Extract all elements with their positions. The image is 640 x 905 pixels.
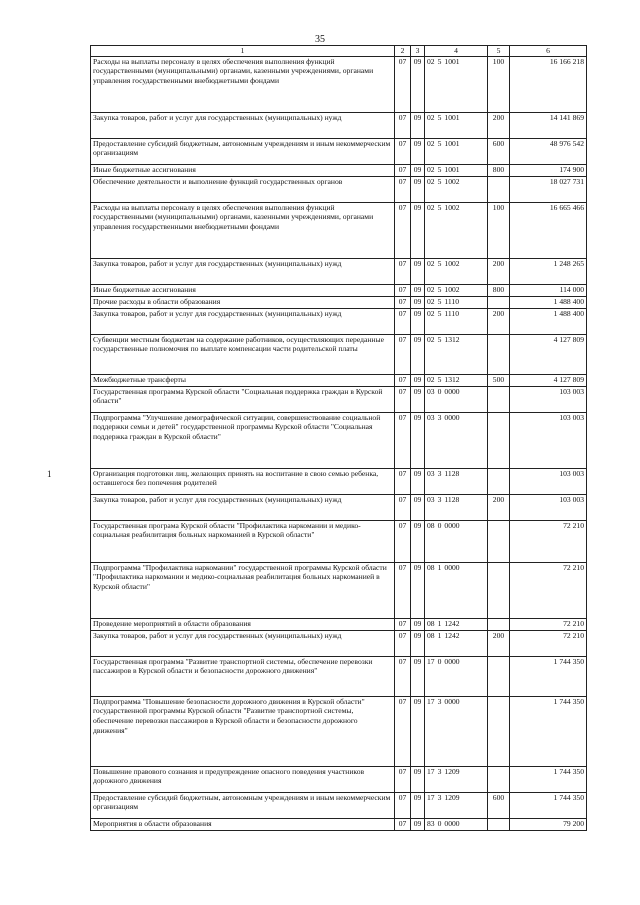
target-subprogram: 5 — [437, 56, 442, 66]
row-name: Иные бюджетные ассигнования — [91, 284, 395, 296]
row-subsection: 09 — [411, 792, 425, 818]
row-amount: 1 744 350 — [510, 766, 587, 792]
row-target-article — [425, 202, 488, 258]
row-expense-type: 200 — [488, 630, 510, 656]
row-expense-type: 600 — [488, 792, 510, 818]
target-article-parts — [427, 697, 485, 707]
row-name: Субвенции местным бюджетам на содержание работников, осуществляющих переданные государственные полномочия по выплате компенсации части родительской платы — [91, 334, 395, 374]
row-section: 07 — [395, 412, 411, 468]
target-direction: 0000 — [444, 562, 460, 572]
target-program: 17 — [427, 792, 435, 802]
row-subsection: 09 — [411, 520, 425, 562]
row-expense-type — [488, 468, 510, 494]
row-expense-type — [488, 386, 510, 412]
target-program: 03 — [427, 386, 435, 396]
row-section: 07 — [395, 296, 411, 308]
table-row — [91, 818, 587, 830]
row-expense-type: 200 — [488, 494, 510, 520]
target-direction: 1209 — [444, 766, 460, 776]
row-section: 07 — [395, 374, 411, 386]
table-row — [91, 562, 587, 618]
row-name: Закупка товаров, работ и услуг для государственных (муниципальных) нужд — [91, 258, 395, 284]
row-target-article — [425, 296, 488, 308]
table-row — [91, 296, 587, 308]
target-direction: 1242 — [444, 618, 460, 628]
target-direction: 1312 — [444, 374, 460, 384]
target-subprogram: 3 — [437, 468, 442, 478]
target-subprogram: 1 — [437, 562, 442, 572]
table-row — [91, 374, 587, 386]
target-article-parts — [427, 657, 485, 667]
row-amount: 1 488 400 — [510, 296, 587, 308]
target-subprogram: 0 — [437, 818, 442, 828]
target-direction: 1001 — [444, 138, 460, 148]
target-program: 02 — [427, 334, 435, 344]
row-subsection: 09 — [411, 56, 425, 112]
row-target-article — [425, 374, 488, 386]
target-direction: 1209 — [444, 792, 460, 802]
table-row — [91, 284, 587, 296]
row-amount: 14 141 869 — [510, 112, 587, 138]
row-amount: 1 744 350 — [510, 656, 587, 696]
table-row — [91, 792, 587, 818]
row-target-article — [425, 656, 488, 696]
row-subsection: 09 — [411, 656, 425, 696]
target-subprogram: 3 — [437, 696, 442, 706]
row-section: 07 — [395, 766, 411, 792]
target-direction: 1110 — [444, 308, 460, 318]
row-target-article — [425, 386, 488, 412]
row-name: Подпрограмма "Улучшение демографической ситуации, совершенствование социальной поддержки семьи и детей" государственной программы Курской области "Социальная поддержка граждан в Курской области" — [91, 412, 395, 468]
row-name: Подпрограмма "Профилактика наркомании" государственной программы Курской области "Профилактика наркомании и медико-социальная реабилитация больных наркоманией в Курской области" — [91, 562, 395, 618]
target-article-parts — [427, 57, 485, 67]
row-amount: 72 210 — [510, 630, 587, 656]
target-subprogram: 5 — [437, 284, 442, 294]
row-amount: 18 027 731 — [510, 176, 587, 202]
row-expense-type: 200 — [488, 308, 510, 334]
row-section: 07 — [395, 308, 411, 334]
row-target-article — [425, 766, 488, 792]
target-article-parts — [427, 819, 485, 829]
header-cell: 3 — [411, 46, 425, 57]
target-direction: 1110 — [444, 296, 460, 306]
row-target-article — [425, 308, 488, 334]
row-name: Проведение мероприятий в области образования — [91, 618, 395, 630]
row-section: 07 — [395, 176, 411, 202]
table-row — [91, 630, 587, 656]
row-amount: 72 210 — [510, 520, 587, 562]
target-program: 02 — [427, 308, 435, 318]
target-subprogram: 3 — [437, 412, 442, 422]
row-target-article — [425, 412, 488, 468]
row-subsection: 09 — [411, 176, 425, 202]
target-article-parts — [427, 259, 485, 269]
table-row — [91, 164, 587, 176]
target-article-parts — [427, 413, 485, 423]
row-section: 07 — [395, 656, 411, 696]
target-program: 02 — [427, 258, 435, 268]
target-program: 02 — [427, 56, 435, 66]
row-section: 07 — [395, 138, 411, 164]
target-article-parts — [427, 375, 485, 385]
row-amount: 16 665 466 — [510, 202, 587, 258]
row-section: 07 — [395, 562, 411, 618]
row-name: Расходы на выплаты персоналу в целях обеспечения выполнения функций государственными (муниципальными) органами, казенными учреждениями, органами управления государственными внебюджетными фондами — [91, 56, 395, 112]
row-name: Государственная програма Курской области "Профилактика наркомании и медико-социальная реабилитация больных наркоманией в Курской области" — [91, 520, 395, 562]
row-name: Прочие расходы в области образования — [91, 296, 395, 308]
row-target-article — [425, 56, 488, 112]
row-amount: 1 744 350 — [510, 792, 587, 818]
row-amount: 16 166 218 — [510, 56, 587, 112]
target-subprogram: 3 — [437, 792, 442, 802]
target-subprogram: 5 — [437, 164, 442, 174]
row-expense-type — [488, 412, 510, 468]
target-subprogram: 5 — [437, 112, 442, 122]
row-name: Закупка товаров, работ и услуг для государственных (муниципальных) нужд — [91, 308, 395, 334]
row-section: 07 — [395, 792, 411, 818]
target-program: 08 — [427, 562, 435, 572]
table-row — [91, 520, 587, 562]
target-program: 03 — [427, 412, 435, 422]
target-article-parts — [427, 177, 485, 187]
target-program: 17 — [427, 696, 435, 706]
table-row — [91, 334, 587, 374]
row-subsection: 09 — [411, 818, 425, 830]
row-amount: 1 744 350 — [510, 696, 587, 766]
row-amount: 103 003 — [510, 494, 587, 520]
target-article-parts — [427, 165, 485, 175]
row-target-article — [425, 792, 488, 818]
row-name: Расходы на выплаты персоналу в целях обеспечения выполнения функций государственными (муниципальными) органами, казенными учреждениями, органами управления государственными внебюджетными фондами — [91, 202, 395, 258]
row-expense-type — [488, 696, 510, 766]
row-expense-type — [488, 766, 510, 792]
row-amount: 103 003 — [510, 412, 587, 468]
target-program: 02 — [427, 138, 435, 148]
header-cell: 4 — [425, 46, 488, 57]
row-amount: 72 210 — [510, 618, 587, 630]
target-article-parts — [427, 203, 485, 213]
row-section: 07 — [395, 202, 411, 258]
margin-mark: 1 — [47, 469, 52, 479]
target-program: 08 — [427, 618, 435, 628]
target-direction: 1242 — [444, 630, 460, 640]
row-amount: 72 210 — [510, 562, 587, 618]
row-name: Организация подготовки лиц, желающих принять на воспитание в свою семью ребенка, оставшегося без попечения родителей — [91, 468, 395, 494]
target-subprogram: 5 — [437, 202, 442, 212]
row-subsection: 09 — [411, 562, 425, 618]
target-direction: 1312 — [444, 334, 460, 344]
row-expense-type: 600 — [488, 138, 510, 164]
row-expense-type — [488, 818, 510, 830]
budget-table — [90, 45, 587, 831]
target-direction: 1002 — [444, 258, 460, 268]
row-subsection: 09 — [411, 202, 425, 258]
target-direction: 1001 — [444, 164, 460, 174]
target-article-parts — [427, 285, 485, 295]
target-direction: 0000 — [444, 696, 460, 706]
target-program: 03 — [427, 494, 435, 504]
target-program: 02 — [427, 296, 435, 306]
row-subsection: 09 — [411, 386, 425, 412]
row-expense-type — [488, 562, 510, 618]
target-subprogram: 0 — [437, 386, 442, 396]
row-section: 07 — [395, 494, 411, 520]
row-name: Закупка товаров, работ и услуг для государственных (муниципальных) нужд — [91, 112, 395, 138]
target-subprogram: 0 — [437, 656, 442, 666]
row-target-article — [425, 284, 488, 296]
target-direction: 1001 — [444, 56, 460, 66]
row-subsection: 09 — [411, 696, 425, 766]
row-name: Межбюджетные трансферты — [91, 374, 395, 386]
row-target-article — [425, 618, 488, 630]
target-program: 03 — [427, 468, 435, 478]
row-name: Предоставление субсидий бюджетным, автономным учреждениям и иным некоммерческим организациям — [91, 792, 395, 818]
row-amount: 114 000 — [510, 284, 587, 296]
target-subprogram: 5 — [437, 308, 442, 318]
row-expense-type — [488, 296, 510, 308]
row-section: 07 — [395, 334, 411, 374]
row-target-article — [425, 468, 488, 494]
row-amount: 1 488 400 — [510, 308, 587, 334]
target-article-parts — [427, 495, 485, 505]
table-row — [91, 766, 587, 792]
row-name: Закупка товаров, работ и услуг для государственных (муниципальных) нужд — [91, 630, 395, 656]
row-expense-type — [488, 618, 510, 630]
row-amount: 48 976 542 — [510, 138, 587, 164]
target-article-parts — [427, 139, 485, 149]
header-cell: 1 — [91, 46, 395, 57]
header-row — [91, 46, 587, 57]
row-subsection: 09 — [411, 138, 425, 164]
target-program: 02 — [427, 164, 435, 174]
row-expense-type: 500 — [488, 374, 510, 386]
target-subprogram: 5 — [437, 296, 442, 306]
target-direction: 0000 — [444, 386, 460, 396]
row-name: Государственная программа "Развитие транспортной системы, обеспечение перевозки пассажиров в Курской области и безопасности дорожного движения" — [91, 656, 395, 696]
row-target-article — [425, 176, 488, 202]
row-subsection: 09 — [411, 374, 425, 386]
row-target-article — [425, 112, 488, 138]
target-article-parts — [427, 387, 485, 397]
row-expense-type — [488, 176, 510, 202]
table-row — [91, 696, 587, 766]
target-subprogram: 1 — [437, 618, 442, 628]
table-row — [91, 112, 587, 138]
target-program: 02 — [427, 202, 435, 212]
row-name: Иные бюджетные ассигнования — [91, 164, 395, 176]
header-cell: 2 — [395, 46, 411, 57]
row-amount: 174 900 — [510, 164, 587, 176]
row-target-article — [425, 138, 488, 164]
row-section: 07 — [395, 630, 411, 656]
row-expense-type: 800 — [488, 164, 510, 176]
row-name: Мероприятия в области образования — [91, 818, 395, 830]
table-row — [91, 308, 587, 334]
row-expense-type: 100 — [488, 56, 510, 112]
target-article-parts — [427, 335, 485, 345]
table-row — [91, 494, 587, 520]
target-article-parts — [427, 793, 485, 803]
target-article-parts — [427, 113, 485, 123]
target-subprogram: 3 — [437, 494, 442, 504]
target-program: 08 — [427, 630, 435, 640]
table-row — [91, 258, 587, 284]
target-subprogram: 3 — [437, 766, 442, 776]
target-direction: 0000 — [444, 520, 460, 530]
target-program: 02 — [427, 284, 435, 294]
row-name: Обеспечение деятельности и выполнение функций государственных органов — [91, 176, 395, 202]
row-section: 07 — [395, 696, 411, 766]
target-direction: 1128 — [444, 468, 460, 478]
row-subsection: 09 — [411, 296, 425, 308]
target-program: 02 — [427, 112, 435, 122]
row-amount: 103 003 — [510, 468, 587, 494]
target-program: 17 — [427, 656, 435, 666]
row-subsection: 09 — [411, 284, 425, 296]
table-row — [91, 656, 587, 696]
row-subsection: 09 — [411, 164, 425, 176]
row-section: 07 — [395, 56, 411, 112]
target-program: 08 — [427, 520, 435, 530]
row-section: 07 — [395, 520, 411, 562]
target-article-parts — [427, 767, 485, 777]
row-section: 07 — [395, 258, 411, 284]
row-section: 07 — [395, 386, 411, 412]
target-article-parts — [427, 631, 485, 641]
table-row — [91, 618, 587, 630]
table-row — [91, 202, 587, 258]
target-article-parts — [427, 563, 485, 573]
row-name: Повышение правового сознания и предупреждение опасного поведения участников дорожного движения — [91, 766, 395, 792]
target-direction: 1002 — [444, 202, 460, 212]
target-program: 02 — [427, 374, 435, 384]
target-direction: 1128 — [444, 494, 460, 504]
target-program: 83 — [427, 818, 435, 828]
target-direction: 0000 — [444, 818, 460, 828]
row-subsection: 09 — [411, 334, 425, 374]
row-name: Предоставление субсидий бюджетным, автономным учреждениям и иным некоммерческим организациям — [91, 138, 395, 164]
target-article-parts — [427, 469, 485, 479]
row-target-article — [425, 164, 488, 176]
target-subprogram: 5 — [437, 258, 442, 268]
row-name: Подпрограмма "Повышение безопасности дорожного движения в Курской области" государственной программы Курской области "Развитие транспортной системы, обеспечение перевозки пассажиров в Курской области и безопасности дорожного движения" — [91, 696, 395, 766]
row-section: 07 — [395, 618, 411, 630]
page-number: 35 — [315, 34, 325, 45]
row-expense-type — [488, 334, 510, 374]
table-row — [91, 138, 587, 164]
row-subsection: 09 — [411, 468, 425, 494]
row-amount: 4 127 809 — [510, 374, 587, 386]
table-row — [91, 412, 587, 468]
row-subsection: 09 — [411, 630, 425, 656]
row-section: 07 — [395, 112, 411, 138]
row-subsection: 09 — [411, 766, 425, 792]
row-expense-type: 200 — [488, 112, 510, 138]
row-subsection: 09 — [411, 618, 425, 630]
table-row — [91, 386, 587, 412]
target-article-parts — [427, 521, 485, 531]
row-section: 07 — [395, 284, 411, 296]
target-direction: 0000 — [444, 656, 460, 666]
row-subsection: 09 — [411, 308, 425, 334]
target-subprogram: 1 — [437, 630, 442, 640]
row-subsection: 09 — [411, 494, 425, 520]
target-direction: 0000 — [444, 412, 460, 422]
row-target-article — [425, 630, 488, 656]
row-expense-type: 800 — [488, 284, 510, 296]
row-subsection: 09 — [411, 112, 425, 138]
row-target-article — [425, 818, 488, 830]
target-subprogram: 0 — [437, 520, 442, 530]
target-subprogram: 5 — [437, 374, 442, 384]
row-target-article — [425, 520, 488, 562]
target-subprogram: 5 — [437, 334, 442, 344]
row-name: Государственная программа Курской области "Социальная поддержка граждан в Курской области" — [91, 386, 395, 412]
row-target-article — [425, 258, 488, 284]
target-direction: 1001 — [444, 112, 460, 122]
row-amount: 4 127 809 — [510, 334, 587, 374]
row-target-article — [425, 696, 488, 766]
table-row — [91, 56, 587, 112]
row-amount: 103 003 — [510, 386, 587, 412]
target-article-parts — [427, 619, 485, 629]
target-program: 02 — [427, 176, 435, 186]
target-program: 17 — [427, 766, 435, 776]
table-row — [91, 468, 587, 494]
target-direction: 1002 — [444, 176, 460, 186]
row-amount: 79 200 — [510, 818, 587, 830]
header-cell: 6 — [510, 46, 587, 57]
row-section: 07 — [395, 818, 411, 830]
row-expense-type: 100 — [488, 202, 510, 258]
row-section: 07 — [395, 164, 411, 176]
row-name: Закупка товаров, работ и услуг для государственных (муниципальных) нужд — [91, 494, 395, 520]
target-article-parts — [427, 297, 485, 307]
target-subprogram: 5 — [437, 138, 442, 148]
target-subprogram: 5 — [437, 176, 442, 186]
row-amount: 1 248 265 — [510, 258, 587, 284]
row-target-article — [425, 562, 488, 618]
table-row — [91, 176, 587, 202]
budget-table-body — [91, 46, 587, 831]
row-target-article — [425, 494, 488, 520]
row-expense-type — [488, 520, 510, 562]
row-expense-type — [488, 656, 510, 696]
row-target-article — [425, 334, 488, 374]
row-subsection: 09 — [411, 412, 425, 468]
target-direction: 1002 — [444, 284, 460, 294]
header-cell: 5 — [488, 46, 510, 57]
row-subsection: 09 — [411, 258, 425, 284]
target-article-parts — [427, 309, 485, 319]
row-section: 07 — [395, 468, 411, 494]
row-expense-type: 200 — [488, 258, 510, 284]
